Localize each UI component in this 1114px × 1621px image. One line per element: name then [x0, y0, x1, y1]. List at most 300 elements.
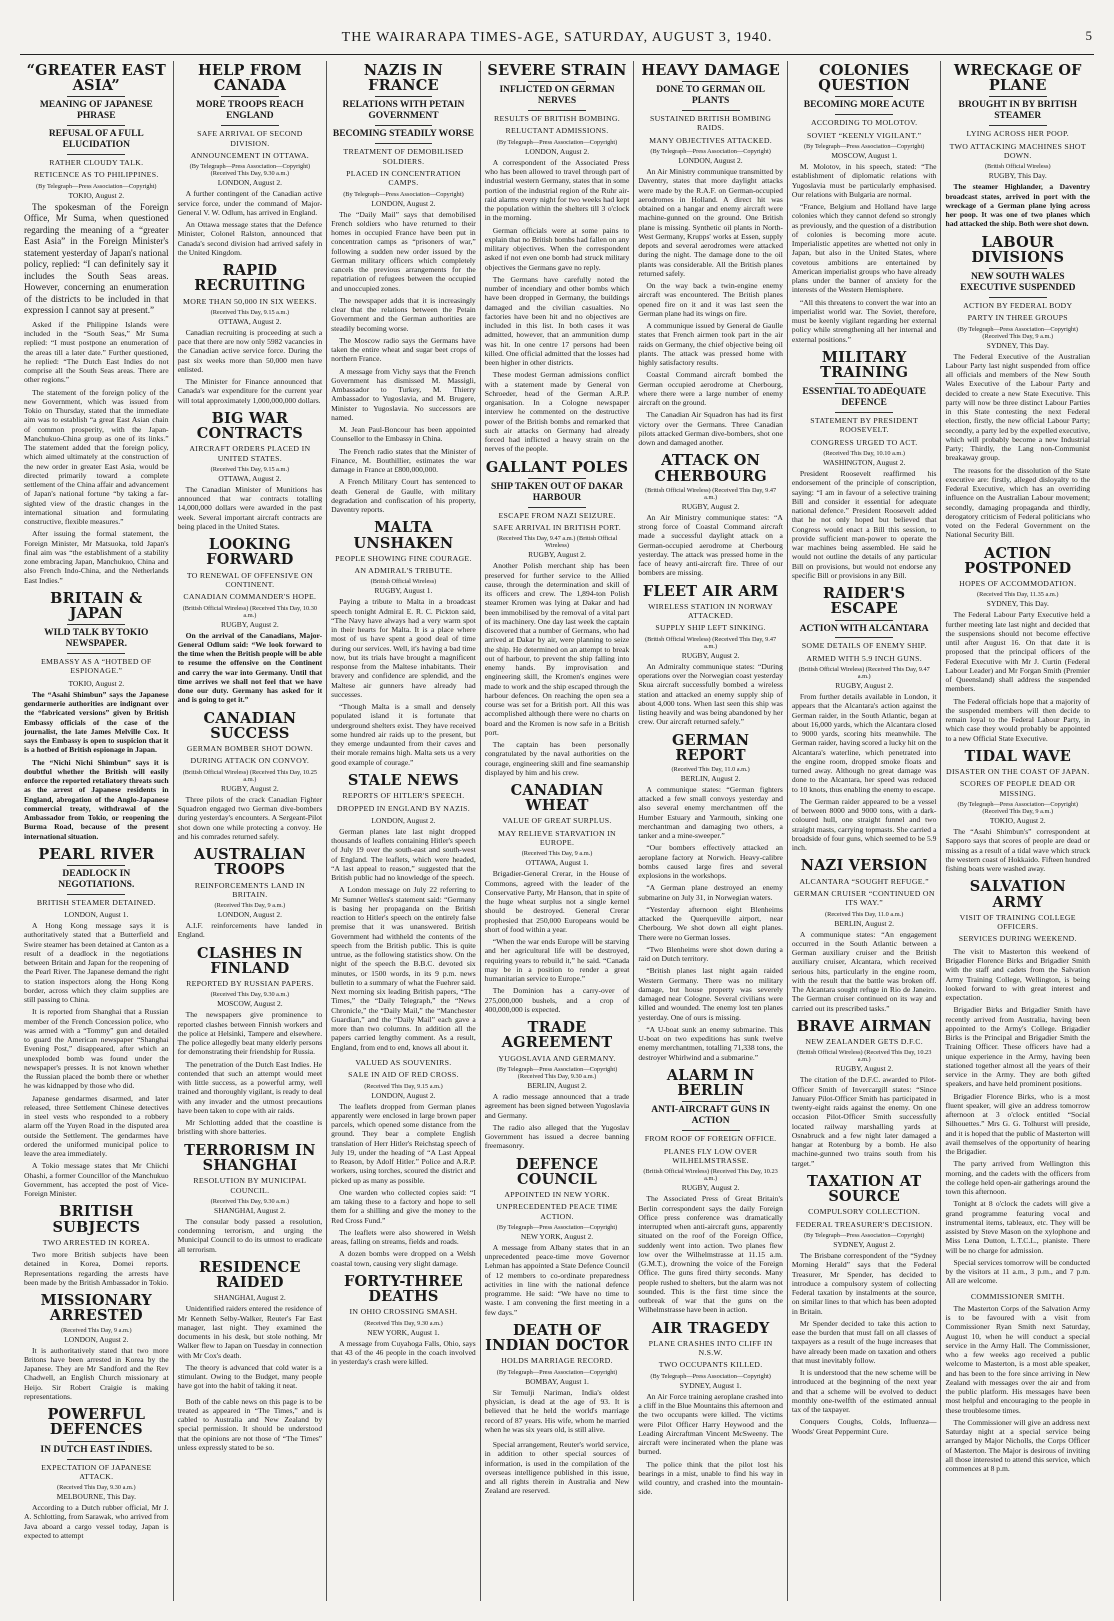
article-subheadline: SHIP TAKEN OUT OF DAKAR HARBOUR [490, 481, 624, 503]
article-headline: RAIDER'S ESCAPE [823, 585, 906, 618]
paragraph: The Dominion has a carry-over of 275,000,000 bushels, and a crop of 400,000,000 is expected. [484, 986, 630, 1014]
article-body [331, 1102, 476, 1268]
article-body [485, 869, 630, 1014]
paragraph: Three pilots of the crack Canadian Fighter Squadron engaged two German dive-bombers during yesterday's encounters. A Sergeant-Pilot shot down one while protecting a convoy. He and his comrades returned safely. [177, 794, 323, 841]
article [331, 1274, 476, 1367]
article-deck: COMMISSIONER SMITH. [970, 1291, 1065, 1301]
headline-rule [67, 1459, 125, 1460]
article [178, 263, 323, 405]
dateline: SYDNEY, August 1. [679, 1380, 742, 1390]
article-subheadline: WILD TALK BY TOKIO NEWSPAPER. [44, 628, 149, 650]
headline-rule [67, 125, 125, 126]
article-subheadline: BROUGHT IN BY BRITISH STEAMER [958, 100, 1078, 122]
headline-rule [989, 297, 1047, 298]
article-body [178, 1217, 323, 1254]
article-deck: COMPULSORY COLLECTION. [808, 1207, 921, 1217]
article [178, 1260, 323, 1391]
wire-credit: (Received This Day, 11.35 a.m.) [977, 591, 1059, 599]
footer-note [485, 1440, 630, 1496]
article-body [178, 1304, 323, 1390]
article-deck: RETICENCE AS TO PHILIPPINES. [33, 170, 159, 180]
article-deck: SUPPLY SHIP LEFT SINKING. [655, 623, 766, 633]
paragraph: The spokesman of the Foreign Office, Mr Suma, when questioned regarding the meaning of a “greater East Asia” in the Foreign Minister's statement yesterday of Japan's national policy, replied: “I can definitely say it includes the South Seas areas. However, concerning an enumeration of the districts to be included in that expression I cannot say at present.” [24, 201, 169, 316]
headline-rule [375, 125, 433, 126]
article [485, 783, 630, 1014]
article-headline: TIDAL WAVE [964, 747, 1071, 765]
paragraph: Special services tomorrow will be conducted by the visitors at 11 a.m., 3 p.m., and 7 p.m. All are welcome. [945, 1257, 1091, 1286]
paragraph: It is authoritatively stated that two more Britons have been arrested in Korea by the Japanese. They are Mr Sandford and the Rev Chadwell, an English Church missionary at Heijo. Sir Robert Craigie is making representations. [24, 1345, 169, 1401]
article-deck: FROM ROOF OF FOREIGN OFFICE. [644, 1134, 777, 1144]
paragraph: An Air Ministry communique states: “A strong force of Coastal Command aircraft made a successful daylight attack on a German-occupied aerodrome at Cherbourg yesterday. The attack was pressed home in the face of heavy anti-aircraft fire. Three of our bombers are missing. [638, 512, 783, 578]
article-body [792, 1251, 937, 1436]
paragraph: A message from Cuyahoga Falls, Ohio, says that 43 of the 46 people in the coach involved in yesterday's crash were killed. [331, 1338, 476, 1367]
article-body [792, 469, 937, 580]
article-headline: RAPID RECRUITING [194, 262, 306, 295]
article-deck: SCORES OF PEOPLE DEAD OR MISSING. [960, 779, 1076, 798]
article [24, 1204, 169, 1287]
wire-credit: (By Telegraph—Press Association—Copyright) [343, 190, 464, 198]
dateline: LONDON, August 2. [371, 198, 436, 208]
wire-credit: (British Official Wireless) (Received This Day, 10.30 a.m.) [182, 604, 318, 619]
article-body [485, 1388, 630, 1434]
wire-credit: (British Official Wireless) [984, 163, 1051, 171]
paragraph: The Masterton Corps of the Salvation Army is to be favoured with a visit from Commissioner Ryan Smith next Saturday, August 10, when he will conduct a special service in the Army Hall. The Commissioner, who a few weeks ago received a public welcome to Masterton, is a most able speaker, and has been to the fore since arriving in New Zealand with messages over the air and from the public platform. His messages have been most helpful and encouraging to the people in these troublesome times. [945, 1303, 1091, 1415]
dateline: BERLIN, August 2. [527, 1081, 587, 1090]
article-deck: SOME DETAILS OF ENEMY SHIP. [801, 641, 927, 651]
dateline: LONDON, August 1. [64, 910, 129, 920]
article-body [178, 189, 323, 257]
paragraph: Brigadier-General Crerar, in the House of Commons, agreed with the leader of the Conservative Party, Mr Hanson, that in spite of the huge wheat surplus not a single kernel should be destroyed. General Crerar prophesied that 250,000 Europeans would be short of food within a year. [484, 869, 630, 934]
article-deck: EXPECTATION OF JAPANESE ATTACK. [41, 1462, 152, 1481]
paragraph: President Roosevelt reaffirmed his endorsement of the principle of conscription, saying: “I am in favour of a selective training Bill and consider it essential for adequate national defence.” President Roosevelt added that he not only hoped but believed that Congress would enact a Bill this session, to provide sufficient man-power to operate the war machines being assembled. He said he would not outline the details of any particular Bill on provisions, but would not endorse any specific Bill or provisions in any Bill. [791, 469, 937, 580]
wire-credit: (By Telegraph—Press Association—Copyright) [496, 138, 618, 146]
article-deck: WIRELESS STATION IN NORWAY ATTACKED. [648, 601, 774, 621]
article-deck: ACCORDING TO MOLOTOV. [810, 118, 918, 128]
column-5 [634, 61, 788, 1601]
article-body [485, 1092, 630, 1151]
article-body [178, 631, 323, 705]
headline-rule [835, 620, 893, 621]
wire-credit: (By Telegraph—Press Association—Copyright) [496, 1223, 618, 1231]
paragraph: The Brisbane correspondent of the “Sydney Morning Herald” says that the Federal Treasurer, Mr Spender, has decided to introduce a compulsory system of collecting Federal taxation by instalments at the source, on similar lines to that which has been adopted in Britain. [791, 1251, 937, 1316]
article-deck: RESOLUTION BY MUNICIPAL COUNCIL. [193, 1176, 307, 1195]
article [945, 749, 1090, 874]
wire-credit: (Received This Day, 9 a.m.) [214, 902, 286, 910]
article-body [945, 610, 1090, 743]
article-deck: SAFE ARRIVAL OF SECOND DIVISION. [197, 129, 303, 148]
headline-rule [528, 507, 586, 508]
article-deck: REPORTS OF HITLER'S SPEECH. [342, 791, 465, 801]
article-body [792, 930, 937, 1013]
paragraph: The newspapers give prominence to reported clashes between Finnish workers and the police at Helsinki, Tampere and elsewhere. The police allegedly beat many elderly persons for demonstrating their friendship for Russia. [177, 1010, 323, 1057]
column-3 [327, 61, 481, 1601]
article [178, 711, 323, 841]
article-headline: LABOUR DIVISIONS [971, 233, 1065, 266]
paragraph: “Though Malta is a small and densely populated island it is fortunate that underground shelters exist. They have received some hundred air raids up to the present, but they emerge undaunted from their caves and their morale remains high. Malta sets us a very good example of courage.” [331, 702, 476, 767]
article-headline: BRITISH SUBJECTS [52, 1203, 141, 1236]
dateline: OTTAWA, August 1. [525, 858, 589, 868]
headline-rule [835, 637, 893, 638]
article [485, 1020, 630, 1150]
dateline: TOKIO, August 2. [68, 678, 125, 688]
article-deck: TWO ATTACKING MACHINES SHOT DOWN. [949, 141, 1086, 160]
wire-credit: (British Official Wireless) (Received This Day, 9.47 a.m.) [645, 486, 777, 501]
article-deck: ALCANTARA “SOUGHT REFUGE.” [799, 876, 929, 886]
dateline: TOKIO, August 2. [68, 190, 125, 200]
article-deck: LYING ACROSS HER POOP. [966, 129, 1069, 139]
article [331, 520, 476, 767]
dateline: RUGBY, August 2. [220, 783, 279, 793]
headline-rule [67, 1441, 125, 1442]
paragraph: A communique states: “An engagement occurred in the South Atlantic between a German auxiliary cruiser and the British auxiliary cruiser, Alcantara, which received serious hits, particularly in the engine room, with the result that the battle was broken off. The Alcantara sought refuge in Rio de Janeiro. The German cruiser continued on its way and carried out its prescribed tasks.” [791, 929, 937, 1013]
headline-rule [67, 154, 125, 155]
article-subheadline: IN DUTCH EAST INDIES. [40, 1444, 153, 1455]
paragraph: “A U-boat sunk an enemy submarine. This U-boat on two expeditions has sunk twelve enemy merchantmen, totalling 71,338 tons, the destroyer Whirlwind and a submarine.” [638, 1024, 783, 1062]
article-body [638, 167, 783, 447]
article-body [331, 597, 476, 767]
headline-rule [221, 96, 279, 97]
paragraph: Brigadier Florence Birks, who is a most fluent speaker, will give an address tomorrow afternoon at 3 o'clock entitled “Social Silhouettes.” Mrs G. G. Tolhurst will preside, and it is hoped that the public of Masterton will avail themselves of the opportunity of hearing the Brigadier. [945, 1091, 1091, 1157]
article-deck: DURING ATTACK ON CONVOY. [190, 756, 310, 766]
paragraph: A message from Albany states that in an unprecedented peace-time move Governor Lehman has appointed a State Defence Council of 12 members to co-ordinate preparedness activities in line with the national defence programme. He said: “We have no time to waste. I am convening the first meeting in a few days.” [484, 1242, 630, 1317]
dateline: MELBOURNE, This Day. [56, 1492, 136, 1502]
wire-credit: (By Telegraph—Press Association—Copyright) [36, 182, 157, 190]
column-grid [20, 61, 1094, 1601]
article-deck: AN ADMIRAL'S TRIBUTE. [354, 566, 453, 576]
article-body [792, 692, 937, 852]
headline-rule [375, 96, 433, 97]
article-deck: NEW ZEALANDER GETS D.F.C. [805, 1037, 923, 1047]
article-deck: VALUE OF GREAT SURPLUS. [502, 816, 612, 826]
article-deck: RESULTS OF BRITISH BOMBING. [493, 114, 621, 124]
dateline: SHANGHAI, August 2. [214, 1293, 286, 1303]
article-deck: CANADIAN COMMANDER'S HOPE. [183, 592, 317, 602]
paragraph: A further contingent of the Canadian active service force, under the command of Major-General V. W. Odlum, has arrived in England. [177, 189, 323, 217]
wire-credit: (British Official Wireless) (Received This Day, 9.47 a.m.) [645, 635, 777, 650]
paragraph: The steamer Highlander, a Daventry broadcast states, arrived in port with the wreckage of a German plane lying across her poop. It was one of two planes which had attacked the ship. Both were shot down. [945, 182, 1091, 229]
paragraph: The theory is advanced that cold water is a stimulant. Owing to the Budget, many people have got into the habit of taking it neat. [177, 1362, 323, 1391]
article-subheadline: NEW SOUTH WALES EXECUTIVE SUSPENDED [960, 272, 1076, 293]
article-body [945, 182, 1090, 228]
article-headline: FORTY-THREE DEATHS [344, 1272, 463, 1306]
article-headline: ALARM IN BERLIN [666, 1066, 755, 1100]
article-body [945, 947, 1090, 1286]
paragraph: The French radio states that the Minister of Finance, M. Bouthillier, estimates the war damage in France at £800,000,000. [331, 446, 476, 475]
article-deck: UNPRECEDENTED PEACE TIME ACTION. [496, 1202, 618, 1221]
paragraph: The Federal Labour Party Executive held a further meeting late last night and decided that the suspensions should not become effective until after August 16. On that date it is proposed that the principal officers of the Federal Executive with Mr J. Curtin (Federal Labour Leader) and Mr Forgan Smith (Premier of Queensland) shall address the suspended members. [945, 610, 1091, 694]
paragraph: A correspondent of the Associated Press who has been allowed to travel through part of industrial western Germany, states that in some portion of the industrial region of the Ruhr air-raid alarms every night for two weeks had kept the population within the shelters till 3 o'clock in the morning. [484, 157, 630, 223]
article-body [178, 328, 323, 405]
headline-rule [528, 81, 586, 82]
article-body [178, 921, 323, 940]
article-body [638, 785, 783, 1062]
article-subheadline: RELATIONS WITH PETAIN GOVERNMENT [342, 100, 465, 122]
article-headline: TRADE AGREEMENT [501, 1019, 613, 1052]
article-body [24, 690, 169, 841]
dateline: LONDON, August 2. [371, 815, 436, 825]
paragraph: The radio also alleged that the Yugoslav Government has issued a decree banning freemasonry. [484, 1122, 630, 1151]
paragraph: Unidentified raiders entered the residence of Mr Kenneth Selby-Walker, Reuter's Far East manager, last night. They examined the documents in his desk, but stole nothing. Mr Walker flew to Japan on Tuesday in connection with Mr Cox's death. [177, 1304, 323, 1360]
article [638, 1321, 783, 1497]
article-deck: SAFE ARRIVAL IN BRITISH PORT. [493, 522, 621, 532]
article-headline: BRITAIN & JAPAN [50, 589, 143, 623]
paragraph: The Associated Press of Great Britain's Berlin correspondent says the daily Foreign Office press conference was dramatically interrupted when anti-aircraft guns, apparently situated on the roof of the Foreign Office, suddenly went into action. Two planes flew low over the Wilhelmstrasse at 11.15 a.m. (G.M.T.), drowning the voice of the Foreign Office. The guns fired thirty seconds. Many people rushed to shelters, but the alarm was not sounded. This is the first time since the outbreak of war that the guns on the Wilhelmstrasse have been in action. [638, 1194, 783, 1315]
article [485, 1323, 630, 1434]
headline-rule [221, 125, 279, 126]
headline-rule [67, 653, 125, 654]
dateline: LONDON, August 2. [371, 1090, 436, 1100]
headline-rule [682, 110, 740, 111]
article-headline: DEATH OF INDIAN DOCTOR [485, 1321, 629, 1355]
headline-rule [989, 96, 1047, 97]
article-headline: “GREATER EAST ASIA” [26, 62, 166, 95]
wire-credit: (By Telegraph—Press Association—Copyright) (Received This Day, 9 a.m.) [957, 325, 1078, 340]
paragraph: These modest German admissions conflict with a statement made by General von Schroeder, head of the German A.R.P. organisation. In a Cologne newspaper interview he commented on the destructive power of the British bombs and remarked that such air attacks on Germany had already forced had inflicted a heavy strain on the nerves of the people. [484, 370, 630, 454]
article [485, 63, 630, 454]
article-headline: HEAVY DAMAGE [641, 62, 780, 79]
article-deck: GERMAN CRUISER “CONTINUED ON ITS WAY.” [793, 888, 935, 908]
dateline: MOSCOW, August 2. [217, 999, 283, 1009]
article-headline: GALLANT POLES [485, 458, 629, 476]
wire-credit: (British Official Wireless) (Received This Day, 10.23 a.m.) [643, 1168, 778, 1183]
paragraph: A dozen bombs were dropped on a Welsh coastal town, causing very slight damage. [331, 1249, 476, 1268]
article-deck: HOPES OF ACCOMMODATION. [959, 578, 1077, 588]
article-subheadline: MORE TROOPS REACH ENGLAND [196, 100, 304, 122]
article-headline: TAXATION AT SOURCE [806, 1172, 922, 1206]
column-6 [788, 61, 942, 1601]
article [638, 733, 783, 1062]
article [485, 460, 630, 778]
article-deck: YUGOSLAVIA AND GERMANY. [498, 1053, 616, 1063]
paragraph: The Commissioner will give an address next Saturday night at a special service being arranged by Major Nicholls, the Corps Officer of Masterton. The Major is desirous of inviting all those interested to attend this service, which commences at 8 p.m. [945, 1417, 1091, 1474]
article-body [24, 1250, 169, 1287]
dateline: RUGBY, August 2. [681, 1183, 740, 1193]
article-deck: GERMAN BOMBER SHOT DOWN. [186, 744, 313, 754]
paragraph: The Moscow radio says the Germans have taken the entire wheat and sugar beet crops of northern France. [331, 335, 476, 364]
article-body [945, 1304, 1090, 1474]
article [24, 1293, 169, 1401]
paragraph: Special arrangement, Reuter's world service, in addition to other special sources of information, is used in the compilation of the overseas intelligence published in this issue, and all rights therein in Australia and New Zealand are reserved. [484, 1440, 630, 1496]
paragraph: Asked if the Philippine Islands were included in the “South Seas,” Mr Suma replied: “I must postpone an enumeration of the areas till a later date.” Further questioned, he replied: “The Dutch East Indies do not comprise all the South Seas areas. There are other regions.” [24, 319, 169, 385]
article [638, 453, 783, 577]
headline-rule [835, 114, 893, 115]
article-deck: CONGRESS URGED TO ACT. [810, 437, 918, 447]
dateline: OTTAWA, August 2. [218, 473, 282, 483]
paragraph: The newspaper adds that it is increasingly clear that the relations between the Petain Government and the German authorities are steadily becoming worse. [331, 295, 476, 333]
dateline: LONDON, August 2. [524, 146, 590, 156]
article [178, 63, 323, 257]
article [792, 1019, 937, 1168]
article-subheadline: REFUSAL OF A FULL ELUCIDATION [48, 129, 144, 151]
paragraph: Two more British subjects have been detained in Korea, Domei reports. Representations regarding the arrests have been made by the British Ambassador in Tokio. [24, 1250, 169, 1287]
article-deck: TWO ARRESTED IN KOREA. [42, 1237, 150, 1247]
article-headline: GERMAN REPORT [671, 731, 750, 764]
article-body [24, 202, 169, 317]
article-subheadline: ACTION WITH ALCANTARA [799, 623, 929, 634]
wire-credit: (By Telegraph—Press Association—Copyright) [803, 1232, 925, 1240]
wire-credit: (Received This Day, 9.30 a.m.) [210, 991, 290, 999]
paragraph: “France, Belgium and Holland have large colonies which they cannot defend so strongly as previously, and the question of a distribution of colonies is becoming more acute. Imperialistic appetites are whetted not only in Japan, but also in the United States, where covetous ambitions are entertained by American imperialist groups who have already plans under the banner of anxiety for the interests of the Western Hemisphere. [791, 202, 937, 295]
article-body [638, 513, 783, 578]
article-subheadline: DEADLOCK IN NEGOTIATIONS. [58, 869, 135, 890]
article-deck: TWO OCCUPANTS KILLED. [658, 1360, 763, 1370]
paragraph: A London message on July 22 referring to Mr Sumner Welles's statement said: “Germany is basing her propaganda on the British reaction to Hitler's speech on the entirely false premise that it was unanswered. British Government had withheld the contents of the speech from the British public. This is quite untrue, as the following statistics show. On the night of the speech the B.B.C. devoted six minutes, or 1500 words, in its 9 p.m. news bulletin to a summary of what the Fuehrer said. Next morning six leading British papers, “The Times,” the “Daily Telegraph,” the “News Chronicle,” the “Daily Mail,” the “Manchester Guardian,” and the “Daily Mail” each gave a more than two columns. In addition all the papers carried lengthy comment. As a result, England, from end to end, knows all about it. [331, 885, 476, 1052]
paragraph: The Minister for Finance announced that Canada's war expenditure for the current year will total approximately 1,000,000,000 dollars. [177, 377, 323, 405]
article [178, 411, 323, 531]
dateline: NEW YORK, August 1. [367, 1327, 440, 1337]
article-headline: ACTION POSTPONED [964, 544, 1072, 577]
article-deck: IN OHIO CROSSING SMASH. [349, 1307, 458, 1317]
article-headline: BIG WAR CONTRACTS [196, 409, 303, 443]
wire-credit: (Received This Day, 9.30 a.m.) [210, 1197, 290, 1205]
paragraph: Japanese gendarmes disarmed, and later released, three Settlement Chinese detectives in steel vests who responded to a robbery alarm off the Yuyen Road in the disputed area outside the Settlement. The gendarmes have ordered the uniformed municipal police to leave the area immediately. [24, 1093, 169, 1159]
wire-credit: (Received This Day, 9.47 a.m.) (British Official Wireless) [496, 535, 618, 550]
paragraph: The visit to Masterton this weekend of Brigadier Florence Birks and Brigadier Smith with the staff and cadets from the Salvation Army Training College, Wellington, is being looked forward to with great interest and expectation. [945, 946, 1091, 1003]
dateline: RUGBY, August 2. [835, 1064, 894, 1074]
article-deck: PARTY IN THREE GROUPS [967, 313, 1068, 323]
article-headline: WRECKAGE OF PLANE [953, 62, 1082, 95]
paragraph: “All this threatens to convert the war into an imperialist world war. The Soviet, therefore, must be keenly vigilant regarding her external policy while strengthening all her internal and external positions.” [791, 297, 937, 344]
headline-rule [67, 865, 125, 866]
article-deck: TREATMENT OF DEMOBILISED SOLDIERS. [343, 147, 464, 166]
column-4 [481, 61, 635, 1601]
article-body [792, 162, 937, 344]
article-deck: VISIT OF TRAINING COLLEGE OFFICERS. [959, 912, 1076, 932]
article-deck: PLACED IN CONCENTRATION CAMPS. [346, 168, 461, 188]
wire-credit: (Received This Day, 9.15 a.m.) [210, 465, 290, 473]
masthead [20, 28, 1094, 55]
paragraph: A communique states: “German fighters attacked a few small convoys yesterday and also several enemy merchantmen off the Humber Estuary and Yarmouth, sinking one merchantman and damaging two others, a tanker and a mine-sweeper.” [638, 784, 783, 841]
article [24, 847, 169, 1199]
paragraph: The Canadian Air Squadron has had its first victory over the Germans. Three Canadian pilots attacked German dive-bombers, shot one down and damaged another. [638, 410, 783, 448]
article [638, 1068, 783, 1315]
article-body [638, 1194, 783, 1314]
paragraph: The leaflets were also showered in Welsh areas, falling on streams, fields and roads. [331, 1227, 476, 1247]
article-body [945, 352, 1090, 540]
page-number: 5 [1085, 28, 1092, 43]
wire-credit: (British Official Wireless) [370, 578, 437, 586]
headline-rule [989, 125, 1047, 126]
article [945, 546, 1090, 743]
article-body [485, 158, 630, 454]
paragraph: A Tokio message states that Mr Chiichi Ohashi, a former Councillor of the Manchukuo Government, has accepted the post of Vice-Foreign Minister. [24, 1161, 169, 1199]
article [792, 1174, 937, 1436]
article-subheadline: INFLICTED ON GERMAN NERVES [499, 85, 615, 107]
paragraph: “Two Blenheims were shot down during a raid on Dutch territory. [638, 944, 783, 964]
article-headline: TERRORISM IN SHANGHAI [184, 1141, 316, 1174]
paragraph: The “Daily Mail” says that demobilised French soldiers who have returned to their homes in occupied France have been put in concentration camps as “prisoners of war,” following a sudden new order issued by the German military officers which completely cancels the previous arrangements for the repatriation of refugees between the occupied and unoccupied zones. [331, 209, 476, 293]
article-headline: CLASHES IN FINLAND [196, 944, 303, 977]
headline-rule [835, 383, 893, 384]
article-headline: RESIDENCE RAIDED [199, 1258, 301, 1292]
paragraph: Brigadier Birks and Brigadier Smith have recently arrived from Australia, having been appointed to the Army's College. Brigadier Birks is the Principal and Brigadier Smith the Training Officer. These officers have had a unique experience in the Army, having been stationed together almost all the years of their service in the Army. They are both gifted speakers, and have held prominent positions. [945, 1005, 1091, 1089]
article-deck: SALE IN AID OF RED CROSS. [348, 1070, 459, 1080]
wire-credit: (Received This Day, 10.10 a.m.) [823, 450, 906, 458]
wire-credit: (By Telegraph—Press Association—Copyright) [650, 1372, 771, 1380]
wire-credit: (Received This Day, 11.0 a.m.) [825, 910, 904, 918]
wire-credit: (By Telegraph—Press Association—Copyright) [650, 148, 771, 156]
article-body [638, 662, 783, 727]
paragraph: It is understood that the new scheme will be introduced at the beginning of the next year and that a scheme will be evolved to deduct monthly one-twelfth of the estimated annual tax of the taxpayer. [791, 1368, 937, 1415]
headline-rule [67, 894, 125, 895]
article-body [24, 921, 169, 1198]
article-body [178, 1010, 323, 1136]
paragraph: German officials were at some pains to explain that no British bombs had fallen on any military objectives. When the correspondent asked if not even one bomb had struck military objectives the Germans gave no reply. [484, 225, 630, 272]
article-deck: HOLDS MARRIAGE RECORD. [501, 1356, 613, 1366]
article-headline: MISSIONARY ARRESTED [40, 1292, 152, 1325]
paragraph: A radio message announced that a trade agreement has been signed between Yugoslavia and Germany. [484, 1092, 630, 1120]
article-deck: PLANE CRASHES INTO CLIFF IN N.S.W. [648, 1338, 773, 1358]
article-headline: STALE NEWS [347, 771, 459, 789]
article [24, 63, 169, 585]
article-headline: HELP FROM CANADA [198, 62, 302, 95]
paragraph: Conquers Coughs, Colds, Influenza—Woods' Great Peppermint Cure. [791, 1417, 937, 1436]
article-headline: FLEET AIR ARM [642, 582, 779, 600]
headline-rule [528, 478, 586, 479]
article [792, 586, 937, 852]
dateline: BOMBAY, August 1. [525, 1376, 589, 1386]
article-body [485, 561, 630, 777]
dateline: RUGBY, August 1. [374, 586, 433, 596]
article-deck: REINFORCEMENTS LAND IN BRITAIN. [194, 880, 305, 899]
footer-note [178, 1397, 323, 1453]
paragraph: A message from Vichy says that the French Government has dismissed M. Massigli, Ambassador to Turkey, M. Thierry Ambassador to Yugoslavia, and M. Brugere, Minister to Yugoslavia. No successors are named. [331, 366, 476, 422]
paragraph: It is reported from Shanghai that a Russian member of the French Concession police, who was armed with a “Tommy” gun and detailed to guard the American newspaper “Shanghai Evening Post,” disappeared, after which an unexploded bomb was found under the newspaper's presses. It is not known whether the Russian placed the bomb there or whether he was kidnapped by those who did. [24, 1007, 169, 1091]
paragraph: The “Asahi Shimbun's” correspondent at Sapporo says that scores of people are dead or missing as a result of a tidal wave which struck the western coast of Hokkaido. Fifteen hundred fishing boats were washed away. [945, 827, 1091, 874]
article-headline: LOOKING FORWARD [206, 536, 294, 569]
article-deck: REPORTED BY RUSSIAN PAPERS. [186, 979, 314, 989]
article-deck: ARMED WITH 5.9 INCH GUNS. [806, 653, 922, 663]
article-headline: CANADIAN WHEAT [510, 782, 604, 815]
article-headline: MILITARY TRAINING [820, 348, 909, 382]
article-deck: SOVIET “KEENLY VIGILANT.” [806, 130, 922, 140]
article-headline: MALTA UNSHAKEN [353, 519, 454, 552]
wire-credit: (British Official Wireless) (Received This Day, 9.47 a.m.) [798, 666, 930, 681]
paragraph: Coastal Command aircraft bombed the German occupied aerodrome at Cherbourg, where there were a large number of enemy aircraft on the ground. [638, 370, 783, 408]
article-body [331, 827, 476, 1052]
paragraph: German planes late last night dropped thousands of leaflets containing Hitler's speech of July 19 over the south-east and south-west of England. The leaflets, which were headed, “A last appeal to reason,” suggested that the British public had no knowledge of the speech. [331, 826, 476, 883]
article-deck: STATEMENT BY PRESIDENT ROOSEVELT. [810, 416, 919, 435]
paragraph: From further details available in London, it appears that the Alcantara's action against the German raider, in the South Atlantic, began at about 16,000 yards, which the Alcantara closed to 9000 yards, scoring hits meanwhile. The German raider, having scored a lucky hit on the Alcantara's waterline, which penetrated into the engine room, dropped smoke floats and turned away. Although no great damage was done to the Alcantara, her speed was reduced to 10 knots, thus enabling the enemy to escape. [791, 692, 937, 794]
wire-credit: (British Official Wireless) (Received This Day, 10.23 a.m.) [797, 1049, 932, 1064]
article-deck: MAY RELIEVE STARVATION IN EUROPE. [498, 828, 616, 848]
article-deck: EMBASSY AS A “HOTBED OF ESPIONAGE.” [40, 657, 152, 676]
paragraph: Paying a tribute to Malta in a broadcast speech tonight Admiral E. R. C. Pickton said, “The Navy have always had a very warm spot in their hearts for Malta. It is a place where most of us have spent a good deal of time during our services. Well, it's having a bad time now, but its trials have brought a magnificent response from the Maltese inhabitants. Their bravery and confidence are splendid, and the Maltese air gunners have already had successes. [331, 597, 476, 699]
wire-credit: (Received This Day, 9.30 a.m.) [57, 1484, 136, 1492]
paragraph: The Federal officials hope that a majority of the suspended members will then decide to remain loyal to the Federal Labour Party, in which case they would probably be appointed to a new Official State Executive. [945, 696, 1091, 743]
wire-credit: (By Telegraph—Press Association—Copyright) [803, 143, 925, 151]
paragraph: One warden who collected copies said: “I am taking these to a factory and hope to sell them for a shilling and give the money to the Red Cross Fund.” [331, 1187, 476, 1225]
paragraph: Canadian recruiting is proceeding at such a pace that there are now only 5982 vacancies in the Canadian active service force. During the past six weeks more than 50,000 men have enlisted. [177, 327, 323, 374]
article-deck: MORE THAN 50,000 IN SIX WEEKS. [183, 296, 317, 306]
article-body [24, 1346, 169, 1402]
dateline: RUGBY, August 2. [220, 619, 279, 629]
paragraph: The Federal Executive of the Australian Labour Party last night suspended from office all officials and members of the New South Wales Executive of the Labour Party and decided to create a new State Executive. This party will now be three distinct Labour Parties in this State contesting the next Federal election, firstly, the new official Labour Party; secondly, a party led by the expelled executive, which will probably become a new Industrial Party; Thirdly, the Lang non-Communist breakaway group. [945, 351, 1091, 463]
dateline: RUGBY, This Day. [988, 171, 1047, 181]
article-body [24, 1503, 169, 1540]
article-deck: DISASTER ON THE COAST OF JAPAN. [946, 767, 1090, 777]
column-1 [20, 61, 174, 1601]
dateline: SYDNEY, August 2. [833, 1240, 896, 1250]
article [945, 63, 1090, 229]
article-body [638, 1392, 783, 1497]
article [178, 537, 323, 704]
dateline: SYDNEY, This Day. [986, 599, 1049, 609]
paragraph: The citation of the D.F.C. awarded to Pilot-Officer Smith of Invercargill states: “Since January Pilot-Officer Smith has participated in twenty-eight raids against the enemy. On one occasion Pilot-Officer Smith successfully located railway marshalling yards at Osnabruck and a few night later damaged a hangar at Rotenburg by a bomb. He also machine-gunned two trains south from his target.” [791, 1075, 937, 1168]
dateline: NEW YORK, August 2. [520, 1231, 594, 1241]
paragraph: On the way back a twin-engine enemy aircraft was encountered. The British planes opened fire on it and it was last seen the German plane had its wings on fire. [638, 281, 783, 318]
paragraph: Tonight at 8 o'clock the cadets will give a grand programme featuring vocal and instrumental items, tableaux, etc. They will be assisted by Steve Mason on the xylophone and Miss Lena Dutton, L.T.C.L., pianiste. There will be no charge for admission. [945, 1199, 1091, 1255]
